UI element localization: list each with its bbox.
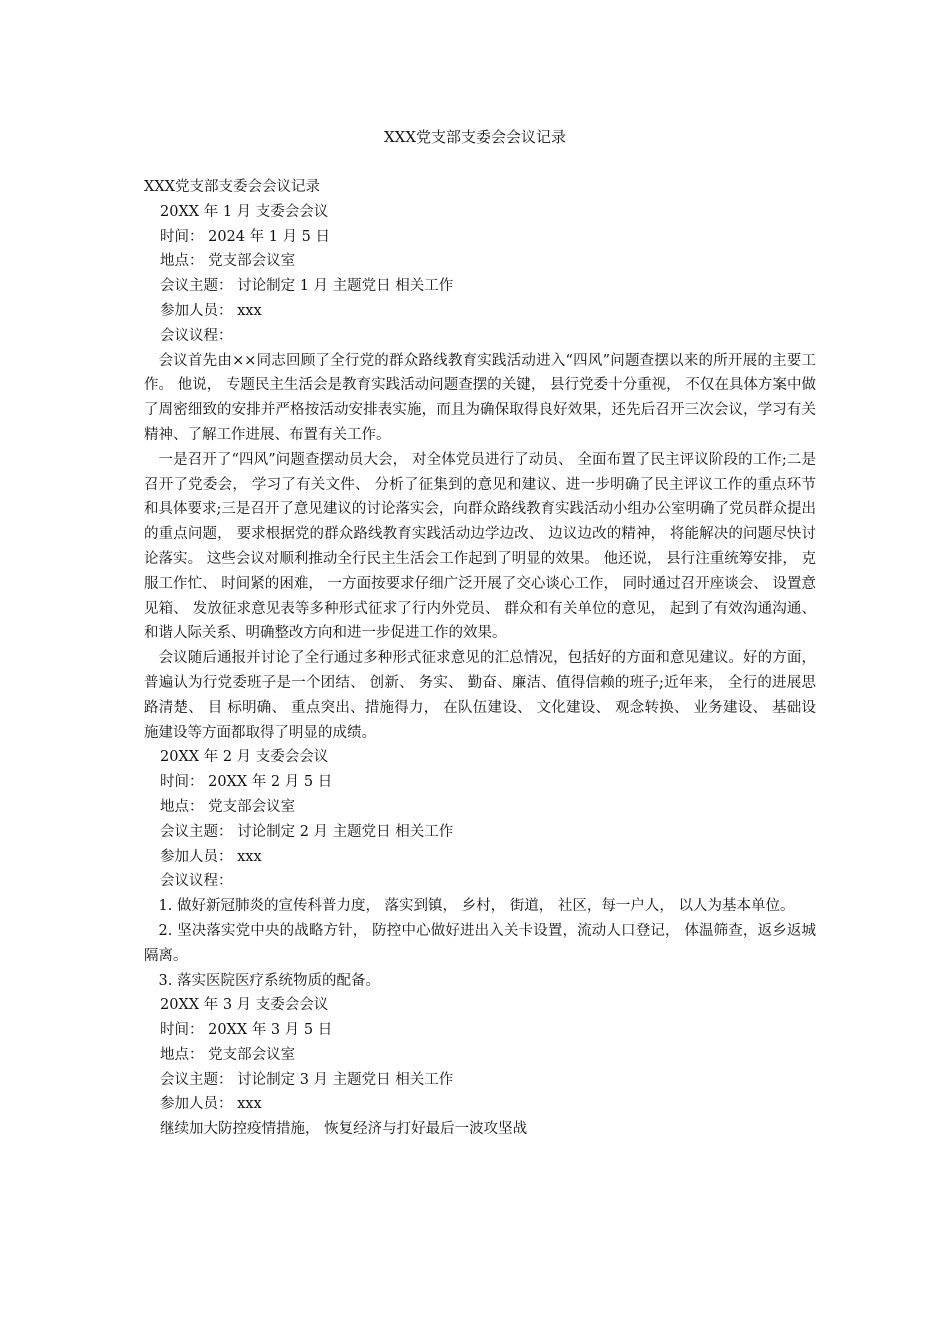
meeting-march [144, 993, 816, 1142]
document-title: XXX党支部支委会会议记录 [383, 128, 567, 146]
meeting-time: 时间： 20XX 年 3 月 5 日 [160, 1022, 333, 1039]
meeting-topic: 会议主题： 讨论制定 3 月 主题党日 相关工作 [160, 1071, 454, 1088]
document-body [144, 175, 816, 1142]
agenda-paragraph: 会议随后通报并讨论了全行通过多种形式征求意见的汇总情况，包括好的方面和意见建议。好的方面， 普遍认为行党委班子是一个团结、 创新、 务实、 勤奋、廉洁、值得信赖的班子;近年来， 全行的进展思路清楚、 目 标明确、 重点突出、措施得力， 在队伍建设、 文化建设、 观念转换、 业务建设、 基础设施建设等方面都取得了明显的成绩。 [144, 650, 816, 741]
meeting-heading: 20XX 年 3 月 支委会会议 [160, 997, 329, 1014]
document-subtitle: XXX党支部支委会会议记录 [144, 179, 320, 195]
meeting-topic: 会议主题： 讨论制定 2 月 主题党日 相关工作 [160, 823, 454, 840]
meeting-attendees: 参加人员： xxx [160, 302, 262, 319]
meeting-heading: 20XX 年 2 月 支委会会议 [160, 749, 329, 766]
meeting-time: 时间： 2024 年 1 月 5 日 [160, 228, 331, 245]
agenda-list-item: 1. 做好新冠肺炎的宣传科普力度， 落实到镇， 乡村， 街道， 社区，每一户人， 以人为基本单位。 [158, 898, 795, 915]
meeting-place: 地点： 党支部会议室 [160, 798, 296, 815]
agenda-paragraph: 会议首先由××同志回顾了全行党的群众路线教育实践活动进入“四风”问题查摆以来的所开展的主要工作。 他说， 专题民主生活会是教育实践活动问题查摆的关键， 县行党委十分重视， 不仅在具体方案中做了周密细致的安排并严格按活动安排表实施，而且为确保取得良好效果，还先后召开三次会议，学习有关精神、了解工作进展、布置有关工作。 [144, 352, 816, 443]
meeting-place: 地点： 党支部会议室 [160, 253, 296, 270]
meeting-agenda-label: 会议议程： [160, 327, 233, 344]
meeting-january [144, 200, 816, 746]
meeting-february [144, 745, 816, 993]
agenda-paragraph: 一是召开了“四风”问题查摆动员大会， 对全体党员进行了动员、 全面布置了民主评议阶段的工作;二是召开了党委会， 学习了有关文件、 分析了征集到的意见和建议、进一步明确了民主评议工作的重点环节和具体要求;三是召开了意见建议的讨论落实会，向群众路线教育实践活动小组办公室明确了党员群众提出的重点问题， 要求根据党的群众路线教育实践活动边学边改、 边议边改的精神， 将能解决的问题尽快讨论落实。 这些会议对顺利推动全行民主生活会工作起到了明显的效果。 他还说， 县行注重统筹安排， 克服工作忙、 时间紧的困难， 一方面按要求仔细广泛开展了交心谈心工作， 同时通过召开座谈会、 设置意见箱、 发放征求意见表等多种形式征求了行内外党员、 群众和有关单位的意见， 起到了有效沟通沟通、和谐人际关系、明确整改方向和进一步促进工作的效果。 [144, 451, 816, 642]
meeting-topic: 会议主题： 讨论制定 1 月 主题党日 相关工作 [160, 278, 454, 295]
agenda-list-item: 2. 坚决落实党中央的战略方针， 防控中心做好进出入关卡设置，流动人口登记， 体温筛查，返乡返城隔离。 [144, 922, 816, 964]
meeting-place: 地点： 党支部会议室 [160, 1046, 296, 1063]
meeting-heading: 20XX 年 1 月 支委会会议 [160, 203, 329, 220]
meeting-agenda-label: 会议议程： [160, 873, 233, 890]
meeting-closing: 继续加大防控疫情措施， 恢复经济与打好最后一波攻坚战 [160, 1121, 528, 1138]
meeting-attendees: 参加人员： xxx [160, 1096, 262, 1113]
agenda-list-item: 3. 落实医院医疗系统物质的配备。 [158, 972, 380, 989]
meeting-attendees: 参加人员： xxx [160, 848, 262, 865]
meeting-time: 时间： 20XX 年 2 月 5 日 [160, 774, 333, 791]
